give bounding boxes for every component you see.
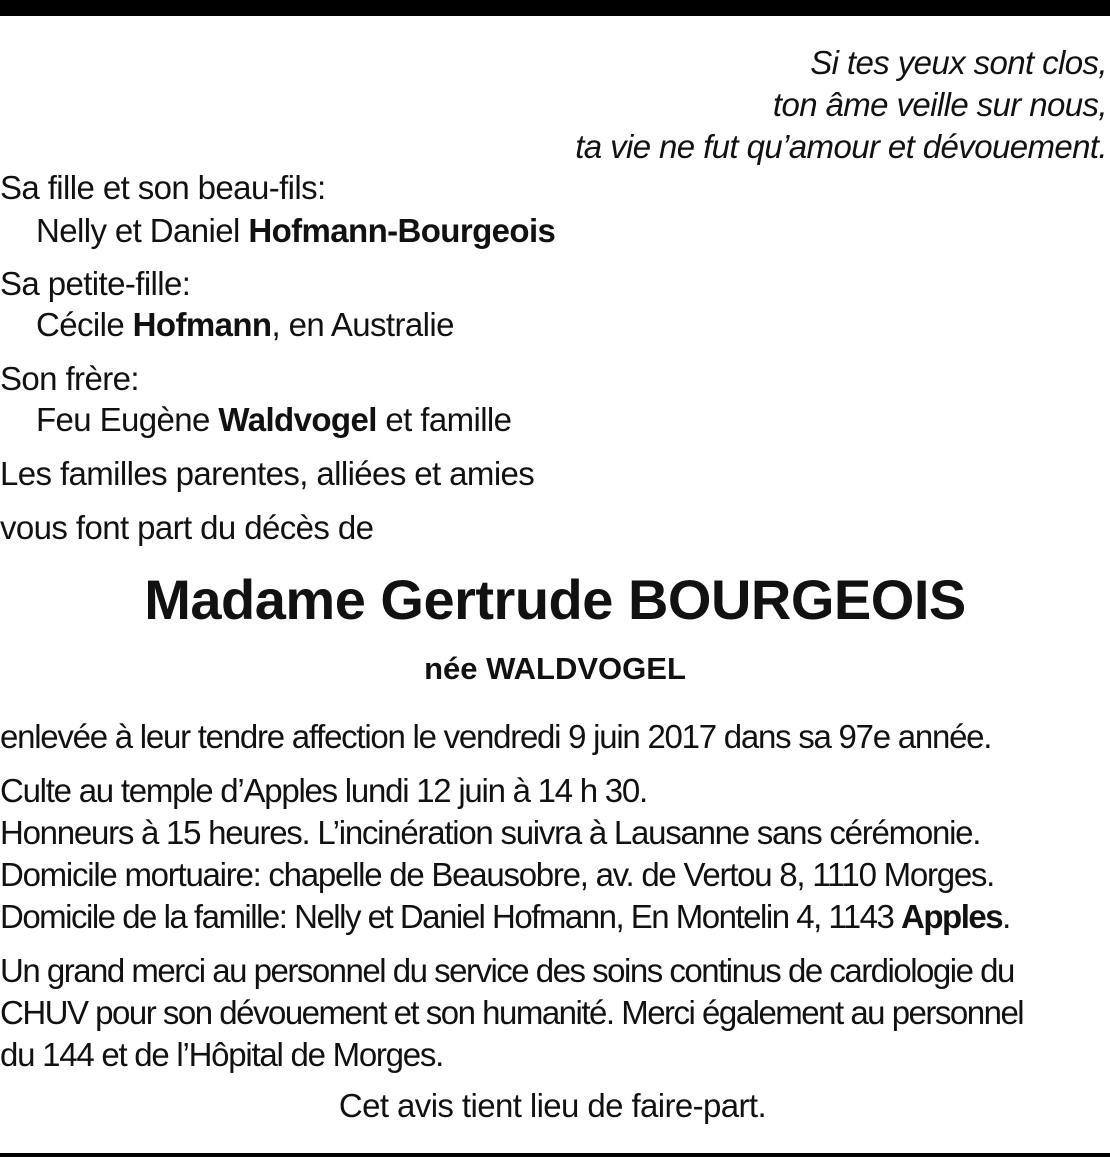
daughter-names: Nelly et Daniel (36, 212, 249, 249)
honours-line: Honneurs à 15 heures. L’incinération suivra à Lausanne sans cérémonie. (0, 814, 981, 851)
brother-heading: Son frère: (0, 360, 139, 397)
thanks-line-1: Un grand merci au personnel du service des soins continus de cardiologie du (0, 952, 1014, 989)
footer-note: Cet avis tient lieu de faire-part. (338, 1087, 767, 1124)
death-line: enlevée à leur tendre affection le vendredi 9 juin 2017 dans sa 97e année. (0, 718, 992, 755)
granddaughter-surname: Hofmann (132, 306, 272, 343)
brother-first: Feu Eugène (36, 401, 219, 438)
bottom-rule (0, 1153, 1110, 1157)
daughter-surname: Hofmann-Bourgeois (248, 212, 556, 249)
mortuary-line: Domicile mortuaire: chapelle de Beausobre, av. de Vertou 8, 1110 Morges. (0, 856, 995, 893)
granddaughter-first: Cécile (36, 306, 133, 343)
poem-line-1: Si tes yeux sont clos, (810, 44, 1107, 81)
granddaughter-heading: Sa petite-fille: (0, 265, 191, 302)
maiden-name: née WALDVOGEL (424, 651, 686, 686)
brother-surname: Waldvogel (218, 401, 377, 438)
announce-line: vous font part du décès de (0, 509, 374, 546)
brother-line (36, 400, 511, 440)
deceased-name: Madame Gertrude BOURGEOIS (144, 568, 966, 631)
top-rule (0, 0, 1110, 16)
family-home-town: Apples (901, 898, 1003, 935)
poem-line-2: ton âme veille sur nous, (772, 86, 1107, 123)
family-home-line (0, 897, 1010, 937)
family-home-prefix: Domicile de la famille: Nelly et Daniel Hofmann, En Montelin 4, 1143 (0, 898, 902, 935)
poem-line-3: ta vie ne fut qu’amour et dévouement. (575, 128, 1107, 165)
daughter-line (36, 211, 555, 251)
brother-suffix: et famille (376, 401, 512, 438)
relatives-line: Les familles parentes, alliées et amies (0, 455, 535, 492)
thanks-line-3: du 144 et de l’Hôpital de Morges. (0, 1036, 444, 1073)
granddaughter-line (36, 305, 454, 345)
daughter-heading: Sa fille et son beau-fils: (0, 169, 326, 206)
thanks-line-2: CHUV pour son dévouement et son humanité. Merci également au personnel (0, 994, 1024, 1031)
family-home-end: . (1002, 898, 1010, 935)
service-line: Culte au temple d’Apples lundi 12 juin à 14 h 30. (0, 772, 647, 809)
granddaughter-place: , en Australie (271, 306, 454, 343)
